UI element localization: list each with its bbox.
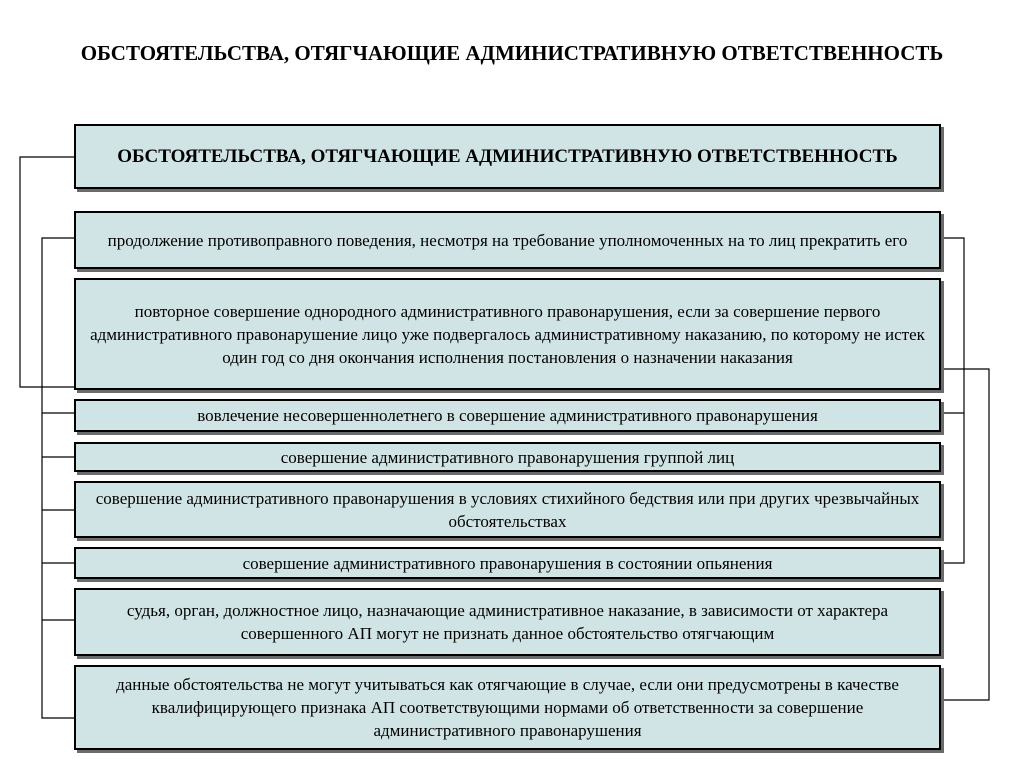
item-text: совершение административного правонарушения в состоянии опьянения bbox=[242, 553, 773, 573]
item-text: совершение административного правонарушения в условиях стихийного бедствия или при других чрезвычайных обстоятельствах bbox=[95, 488, 920, 531]
item-text: судья, орган, должностное лицо, назначающие административное наказание, в зависимости от характера совершенного АП могут не признать данное обстоятельство отягчающим bbox=[126, 601, 889, 643]
connector-right-bracket-upper bbox=[941, 238, 964, 563]
item-text: данные обстоятельства не могут учитываться как отягчающие в случае, если они предусмотрены в качестве квалифицирующего признака АП соответствующими нормами об ответственности за совершение административного правонарушения bbox=[116, 675, 899, 740]
item-box-2 bbox=[74, 278, 941, 390]
header-box-text: ОБСТОЯТЕЛЬСТВА, ОТЯГЧАЮЩИЕ АДМИНИСТРАТИВНУЮ ОТВЕТСТВЕННОСТЬ bbox=[117, 146, 898, 167]
page-title: ОБСТОЯТЕЛЬСТВА, ОТЯГЧАЮЩИЕ АДМИНИСТРАТИВНУЮ ОТВЕТСТВЕННОСТЬ bbox=[80, 41, 944, 65]
item-text: совершение административного правонарушения группой лиц bbox=[280, 447, 735, 467]
item-box-1 bbox=[74, 211, 941, 269]
item-text: продолжение противоправного поведения, несмотря на требование уполномоченных на то лиц прекратить его bbox=[107, 230, 908, 250]
item-box-5 bbox=[74, 481, 941, 538]
item-box-3 bbox=[74, 399, 941, 432]
connector-header-left bbox=[20, 157, 74, 387]
item-text: вовлечение несовершеннолетнего в совершение административного правонарушения bbox=[197, 406, 818, 425]
connector-right-bracket-lower bbox=[941, 369, 989, 700]
item-text: повторное совершение однородного административного правонарушения, если за совершение первого административного правонарушение лицо уже подвергалось административному наказанию, по которому не истек один год со дня окончания исполнения постановления о назначении наказания bbox=[90, 301, 925, 367]
item-box-4 bbox=[74, 442, 941, 472]
header-box bbox=[74, 124, 941, 189]
item-box-8 bbox=[74, 665, 941, 750]
item-box-7 bbox=[74, 588, 941, 656]
item-box-6 bbox=[74, 547, 941, 579]
connector-left-bracket bbox=[42, 238, 74, 718]
